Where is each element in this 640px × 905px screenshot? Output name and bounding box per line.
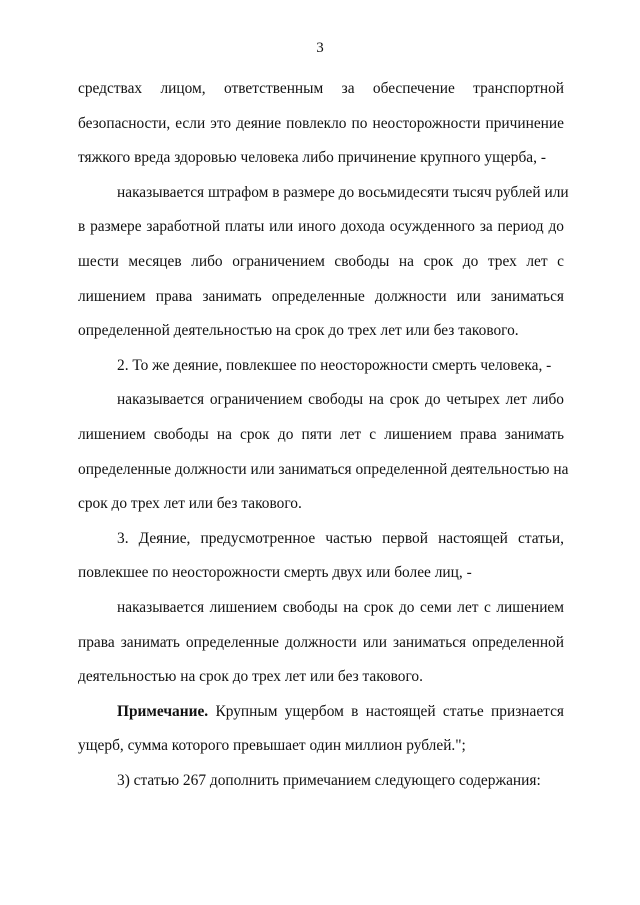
text-line: шести месяцев либо ограничением свободы на срок до трех лет с [78,252,564,270]
text-line: деятельностью на срок до трех лет или без такового. [78,668,423,686]
text-line: повлекшее по неосторожности смерть двух или более лиц, - [78,564,472,582]
article-text [78,72,569,695]
text-line: средствах лицом, ответственным за обеспечение транспортной [78,80,564,97]
text-line: в размере заработной платы или иного дохода осужденного за период до [78,218,564,236]
text-line: безопасности, если это деяние повлекло по неосторожности причинение [78,114,564,132]
text-line: лишением свободы на срок до пяти лет с лишением права занимать [78,425,564,443]
note-line-2: ущерб, сумма которого превышает один миллион рублей."; [78,737,466,755]
note-line-1 [78,695,564,730]
text-line: определенные должности или заниматься определенной деятельностью на [78,460,569,478]
document-body [78,72,569,798]
item-3-line: 3) статью 267 дополнить примечанием следующего содержания: [117,771,541,789]
page-number: 3 [316,40,324,56]
note-text: Крупным ущербом в настоящей статье признается [215,702,564,720]
note-label: Примечание. [117,702,209,720]
text-line: срок до трех лет или без такового. [78,495,302,513]
text-line: наказывается ограничением свободы на срок до четырех лет либо [117,391,564,409]
text-line: наказывается штрафом в размере до восьмидесяти тысяч рублей или [117,183,569,201]
text-line: 3. Деяние, предусмотренное частью первой настоящей статьи, [117,529,564,547]
text-line: права занимать определенные должности или заниматься определенной [78,633,564,651]
text-line: наказывается лишением свободы на срок до семи лет с лишением [117,598,564,616]
text-line: лишением права занимать определенные должности или заниматься [78,287,564,305]
text-line: определенной деятельностью на срок до трех лет или без такового. [78,322,519,340]
text-line: 2. То же деяние, повлекшее по неосторожности смерть человека, - [117,356,552,374]
text-line: тяжкого вреда здоровью человека либо причинение крупного ущерба, - [78,149,546,167]
